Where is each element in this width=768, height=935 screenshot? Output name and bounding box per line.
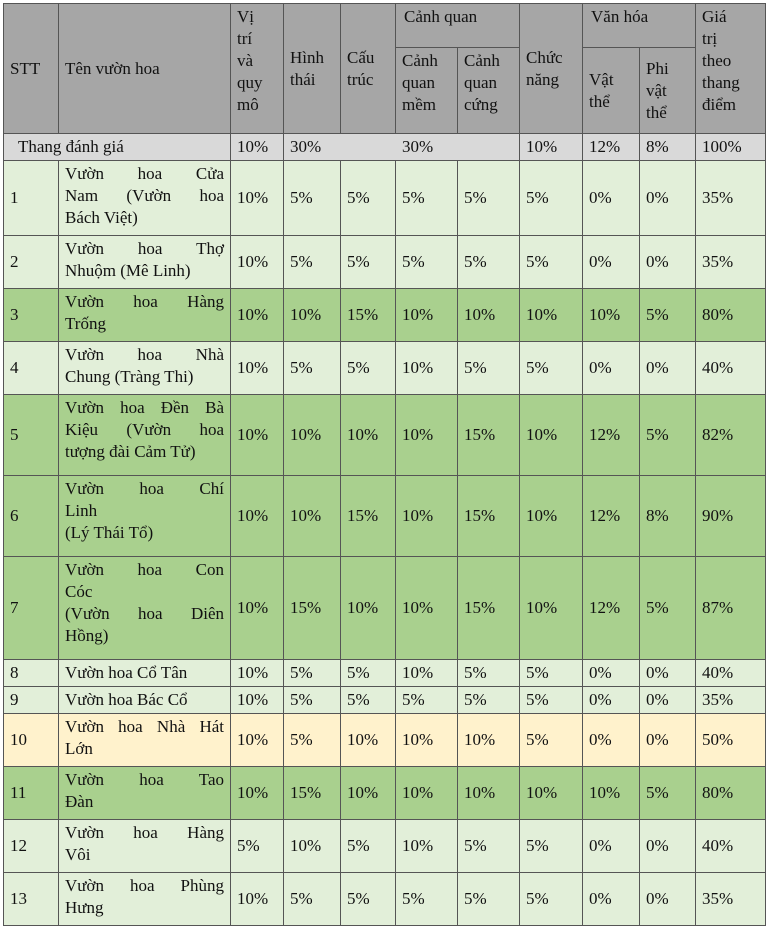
cell-total: 40% <box>696 820 766 873</box>
cell-form: 10% <box>284 820 341 873</box>
cell-intangible: 0% <box>640 820 696 873</box>
garden-name-line: Vườn hoa Con <box>65 560 224 579</box>
header-line: quy <box>237 73 263 92</box>
cell-structure: 5% <box>341 660 396 687</box>
scale-label: Thang đánh giá <box>4 134 231 161</box>
garden-name-line: Vườn hoa Thợ <box>65 239 224 258</box>
cell-function: 5% <box>520 687 583 714</box>
cell-structure: 5% <box>341 820 396 873</box>
cell-soft-landscape: 5% <box>396 236 458 289</box>
cell-tangible: 0% <box>583 161 640 236</box>
table-row <box>4 873 766 926</box>
header-line: thể <box>589 91 610 111</box>
cell-intangible: 0% <box>640 342 696 395</box>
cell-intangible: 0% <box>640 714 696 767</box>
cell-tangible: 0% <box>583 660 640 687</box>
cell-function: 5% <box>520 236 583 289</box>
header-line: Phi <box>646 58 669 78</box>
cell-total: 50% <box>696 714 766 767</box>
cell-total: 87% <box>696 557 766 660</box>
garden-name-line: Cóc <box>65 582 93 601</box>
cell-location: 10% <box>231 557 284 660</box>
cell-location: 10% <box>231 289 284 342</box>
header-line: cứng <box>464 95 498 114</box>
cell-location: 10% <box>231 395 284 476</box>
cell-intangible: 5% <box>640 557 696 660</box>
cell-function: 5% <box>520 714 583 767</box>
garden-name-line: Vườn hoa Tao <box>65 770 224 789</box>
row-garden-name <box>59 236 231 289</box>
cell-structure: 15% <box>341 289 396 342</box>
table-row <box>4 161 766 236</box>
table-row <box>4 342 766 395</box>
cell-tangible: 0% <box>583 820 640 873</box>
header-line: năng <box>526 69 560 89</box>
col-header-soft-landscape <box>396 48 458 134</box>
row-stt: 2 <box>4 236 59 289</box>
cell-total: 40% <box>696 342 766 395</box>
cell-total: 40% <box>696 660 766 687</box>
cell-function: 5% <box>520 161 583 236</box>
cell-function: 5% <box>520 873 583 926</box>
garden-name-line: Vườn hoa Hàng <box>65 292 224 311</box>
header-line: thái <box>290 69 316 89</box>
cell-location: 10% <box>231 873 284 926</box>
cell-soft-landscape: 10% <box>396 557 458 660</box>
cell-hard-landscape: 10% <box>458 289 520 342</box>
cell-structure: 10% <box>341 714 396 767</box>
header-line: trúc <box>347 69 374 89</box>
table-row <box>4 767 766 820</box>
cell-soft-landscape: 5% <box>396 161 458 236</box>
garden-name-line: (Vườn hoa Diên <box>65 604 224 623</box>
cell-intangible: 8% <box>640 476 696 557</box>
cell-structure: 5% <box>341 236 396 289</box>
cell-soft-landscape: 5% <box>396 873 458 926</box>
cell-soft-landscape: 10% <box>396 714 458 767</box>
cell-hard-landscape: 15% <box>458 395 520 476</box>
header-line: thể <box>646 102 667 122</box>
cell-hard-landscape: 5% <box>458 161 520 236</box>
garden-name-line: Vườn hoa Nhà <box>65 345 224 364</box>
cell-tangible: 10% <box>583 767 640 820</box>
cell-tangible: 0% <box>583 873 640 926</box>
table-row <box>4 236 766 289</box>
header-line: vật <box>646 80 667 100</box>
garden-name-line: Nam (Vườn hoa <box>65 186 224 205</box>
cell-tangible: 12% <box>583 476 640 557</box>
header-line: quan <box>402 73 436 92</box>
cell-form: 5% <box>284 687 341 714</box>
cell-tangible: 0% <box>583 714 640 767</box>
cell-form: 5% <box>284 660 341 687</box>
scale-landscape: 30% <box>396 134 520 161</box>
cell-form: 15% <box>284 557 341 660</box>
row-stt: 13 <box>4 873 59 926</box>
col-header-hard-landscape <box>458 48 520 134</box>
scale-total: 100% <box>696 134 766 161</box>
cell-form: 15% <box>284 767 341 820</box>
header-line: Chức <box>526 47 563 67</box>
scale-form-structure: 30% <box>284 134 396 161</box>
col-header-value <box>696 4 766 134</box>
scale-function: 10% <box>520 134 583 161</box>
cell-function: 10% <box>520 767 583 820</box>
garden-name-line: Vườn hoa Chí <box>65 479 224 498</box>
garden-name-line: Hồng) <box>65 626 109 645</box>
cell-location: 10% <box>231 767 284 820</box>
cell-intangible: 5% <box>640 767 696 820</box>
header-line: quan <box>464 73 498 92</box>
cell-function: 5% <box>520 820 583 873</box>
garden-name-line: tượng đài Cảm Tử) <box>65 442 196 461</box>
cell-soft-landscape: 10% <box>396 476 458 557</box>
cell-hard-landscape: 10% <box>458 714 520 767</box>
cell-intangible: 0% <box>640 873 696 926</box>
cell-tangible: 12% <box>583 557 640 660</box>
cell-soft-landscape: 10% <box>396 767 458 820</box>
cell-total: 35% <box>696 687 766 714</box>
garden-name-line: Trống <box>65 314 106 333</box>
header-line: thang <box>702 73 740 92</box>
cell-total: 35% <box>696 236 766 289</box>
garden-name-line: Kiệu (Vườn hoa <box>65 420 224 439</box>
col-header-location <box>231 4 284 134</box>
cell-structure: 10% <box>341 767 396 820</box>
cell-soft-landscape: 5% <box>396 687 458 714</box>
table-row <box>4 660 766 687</box>
garden-name-line: Vườn hoa Hàng <box>65 823 224 842</box>
garden-name-line: Vườn hoa Cửa <box>65 164 224 183</box>
header-line: Vị <box>237 7 254 26</box>
garden-name-line: Hưng <box>65 898 104 917</box>
header-line: mềm <box>402 95 436 114</box>
cell-form: 5% <box>284 342 341 395</box>
row-garden-name <box>59 873 231 926</box>
header-line: mô <box>237 95 259 114</box>
garden-name-line: Vôi <box>65 845 91 864</box>
header-line: điểm <box>702 95 736 114</box>
col-header-culture: Văn hóa <box>583 4 696 48</box>
scale-row <box>4 134 766 161</box>
table-row <box>4 557 766 660</box>
row-garden-name <box>59 395 231 476</box>
cell-structure: 5% <box>341 342 396 395</box>
row-stt: 6 <box>4 476 59 557</box>
col-header-structure <box>341 4 396 134</box>
cell-hard-landscape: 5% <box>458 342 520 395</box>
cell-location: 10% <box>231 476 284 557</box>
table-row <box>4 714 766 767</box>
cell-intangible: 0% <box>640 161 696 236</box>
cell-function: 10% <box>520 476 583 557</box>
cell-total: 82% <box>696 395 766 476</box>
row-stt: 5 <box>4 395 59 476</box>
garden-name-line: Vườn hoa Cổ Tân <box>65 663 188 682</box>
col-header-tangible <box>583 48 640 134</box>
cell-tangible: 0% <box>583 342 640 395</box>
cell-intangible: 5% <box>640 395 696 476</box>
cell-function: 10% <box>520 289 583 342</box>
table-row <box>4 476 766 557</box>
cell-form: 5% <box>284 236 341 289</box>
table-row <box>4 820 766 873</box>
row-garden-name <box>59 660 231 687</box>
cell-total: 35% <box>696 873 766 926</box>
row-stt: 8 <box>4 660 59 687</box>
cell-location: 10% <box>231 342 284 395</box>
garden-name-line: Đàn <box>65 792 94 811</box>
garden-name-line: Vườn hoa Phùng <box>65 876 224 895</box>
row-garden-name <box>59 476 231 557</box>
row-stt: 7 <box>4 557 59 660</box>
cell-hard-landscape: 5% <box>458 236 520 289</box>
header-line: và <box>237 51 254 70</box>
cell-structure: 5% <box>341 161 396 236</box>
col-header-stt: STT <box>4 4 59 134</box>
cell-total: 80% <box>696 289 766 342</box>
cell-form: 10% <box>284 289 341 342</box>
col-header-landscape: Cảnh quan <box>396 4 520 48</box>
cell-function: 10% <box>520 557 583 660</box>
cell-location: 10% <box>231 687 284 714</box>
table-row <box>4 289 766 342</box>
row-stt: 10 <box>4 714 59 767</box>
garden-name-line: Nhuộm (Mê Linh) <box>65 261 191 280</box>
cell-form: 5% <box>284 873 341 926</box>
cell-hard-landscape: 5% <box>458 873 520 926</box>
cell-hard-landscape: 5% <box>458 660 520 687</box>
evaluation-table <box>3 3 766 926</box>
cell-soft-landscape: 10% <box>396 660 458 687</box>
cell-total: 90% <box>696 476 766 557</box>
cell-structure: 15% <box>341 476 396 557</box>
row-garden-name <box>59 714 231 767</box>
cell-intangible: 0% <box>640 660 696 687</box>
cell-soft-landscape: 10% <box>396 395 458 476</box>
garden-name-line: Vườn hoa Bác Cổ <box>65 690 188 709</box>
scale-location: 10% <box>231 134 284 161</box>
cell-location: 10% <box>231 161 284 236</box>
cell-form: 10% <box>284 395 341 476</box>
header-line: Cảnh <box>402 51 438 70</box>
header-line: trí <box>237 29 253 48</box>
row-garden-name <box>59 557 231 660</box>
cell-soft-landscape: 10% <box>396 289 458 342</box>
col-header-form <box>284 4 341 134</box>
row-stt: 1 <box>4 161 59 236</box>
col-header-function <box>520 4 583 134</box>
garden-name-line: Vườn hoa Nhà Hát <box>65 717 224 736</box>
cell-structure: 5% <box>341 873 396 926</box>
row-garden-name <box>59 820 231 873</box>
header-line: Giá <box>702 7 727 26</box>
cell-tangible: 0% <box>583 687 640 714</box>
cell-structure: 5% <box>341 687 396 714</box>
cell-total: 80% <box>696 767 766 820</box>
header-line: Vật <box>589 69 614 89</box>
header-line: Hình <box>290 47 324 67</box>
table-row <box>4 395 766 476</box>
cell-function: 5% <box>520 660 583 687</box>
garden-name-line: Bách Việt) <box>65 208 138 227</box>
cell-intangible: 0% <box>640 236 696 289</box>
row-stt: 9 <box>4 687 59 714</box>
scale-tangible: 12% <box>583 134 640 161</box>
cell-hard-landscape: 5% <box>458 687 520 714</box>
cell-hard-landscape: 15% <box>458 476 520 557</box>
cell-location: 10% <box>231 714 284 767</box>
row-garden-name <box>59 687 231 714</box>
cell-function: 5% <box>520 342 583 395</box>
cell-soft-landscape: 10% <box>396 342 458 395</box>
cell-hard-landscape: 15% <box>458 557 520 660</box>
garden-name-line: Linh <box>65 501 98 520</box>
cell-tangible: 12% <box>583 395 640 476</box>
garden-name-line: Lớn <box>65 739 93 758</box>
cell-structure: 10% <box>341 557 396 660</box>
cell-form: 10% <box>284 476 341 557</box>
scale-intangible: 8% <box>640 134 696 161</box>
cell-intangible: 0% <box>640 687 696 714</box>
header-line: Cấu <box>347 47 375 67</box>
cell-tangible: 10% <box>583 289 640 342</box>
col-header-name: Tên vườn hoa <box>59 4 231 134</box>
cell-location: 5% <box>231 820 284 873</box>
cell-soft-landscape: 10% <box>396 820 458 873</box>
cell-form: 5% <box>284 714 341 767</box>
cell-hard-landscape: 10% <box>458 767 520 820</box>
cell-structure: 10% <box>341 395 396 476</box>
cell-hard-landscape: 5% <box>458 820 520 873</box>
row-stt: 3 <box>4 289 59 342</box>
row-garden-name <box>59 289 231 342</box>
cell-location: 10% <box>231 236 284 289</box>
garden-name-line: Chung (Tràng Thi) <box>65 367 194 386</box>
cell-location: 10% <box>231 660 284 687</box>
cell-tangible: 0% <box>583 236 640 289</box>
row-garden-name <box>59 342 231 395</box>
row-garden-name <box>59 767 231 820</box>
cell-total: 35% <box>696 161 766 236</box>
row-stt: 4 <box>4 342 59 395</box>
cell-form: 5% <box>284 161 341 236</box>
table-row <box>4 687 766 714</box>
cell-intangible: 5% <box>640 289 696 342</box>
row-stt: 12 <box>4 820 59 873</box>
header-line: Cảnh <box>464 51 500 70</box>
cell-function: 10% <box>520 395 583 476</box>
header-line: theo <box>702 51 732 70</box>
row-stt: 11 <box>4 767 59 820</box>
col-header-intangible <box>640 48 696 134</box>
header-line: trị <box>702 29 718 48</box>
row-garden-name <box>59 161 231 236</box>
garden-name-line: Vườn hoa Đền Bà <box>65 398 224 417</box>
garden-name-line: (Lý Thái Tổ) <box>65 523 154 542</box>
